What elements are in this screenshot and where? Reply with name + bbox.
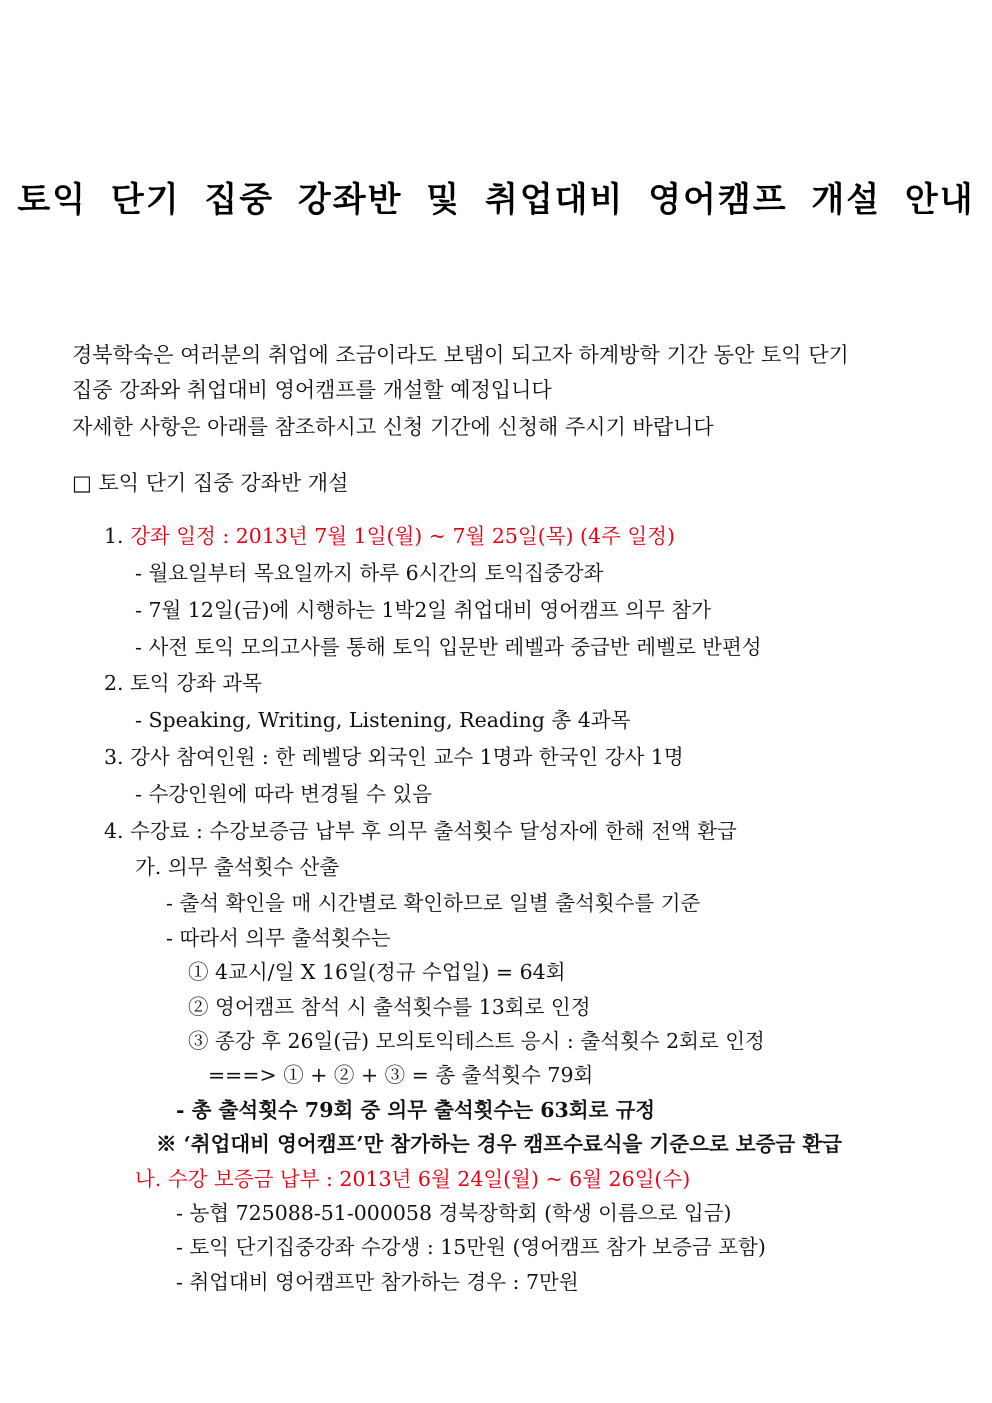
schedule-text: 강좌 일정 : 2013년 7월 1일(월) ~ 7월 25일(목) (4주 일정) — [130, 524, 675, 548]
list-item: - 월요일부터 목요일까지 하루 6시간의 토익집중강좌 — [135, 561, 604, 585]
list-item: ① 4교시/일 X 16일(정규 수업일) = 64회 — [188, 960, 566, 984]
list-item: - 따라서 의무 출석횟수는 — [166, 926, 391, 950]
section-heading: □ 토익 단기 집중 강좌반 개설 — [72, 471, 349, 495]
list-item: - 토익 단기집중강좌 수강생 : 15만원 (영어캠프 참가 보증금 포함) — [176, 1235, 766, 1259]
schedule-line — [104, 522, 675, 550]
schedule-number: 1. — [104, 524, 131, 548]
list-item: ③ 종강 후 26일(금) 모의토익테스트 응시 : 출석횟수 2회로 인정 — [188, 1029, 765, 1053]
list-item: - 7월 12일(금)에 시행하는 1박2일 취업대비 영어캠프 의무 참가 — [135, 598, 711, 622]
list-item: - 취업대비 영어캠프만 참가하는 경우 : 7만원 — [176, 1270, 579, 1294]
list-item: 나. 수강 보증금 납부 : 2013년 6월 24일(월) ~ 6월 26일(수) — [135, 1167, 691, 1191]
list-item: - 사전 토익 모의고사를 통해 토익 입문반 레벨과 중급반 레벨로 반편성 — [135, 635, 762, 659]
list-item: - 총 출석횟수 79회 중 의무 출석횟수는 63회로 규정 — [176, 1098, 656, 1122]
intro-line-1: 경북학숙은 여러분의 취업에 조금이라도 보탬이 되고자 하계방학 기간 동안 토익 단기 — [72, 343, 849, 367]
list-item: ② 영어캠프 참석 시 출석횟수를 13회로 인정 — [188, 995, 591, 1019]
list-item: - Speaking, Writing, Listening, Reading 총 4과목 — [135, 708, 631, 732]
page-title: 토익 단기 집중 강좌반 및 취업대비 영어캠프 개설 안내 — [17, 180, 975, 220]
intro-line-3: 자세한 사항은 아래를 참조하시고 신청 기간에 신청해 주시기 바랍니다 — [72, 415, 714, 439]
list-item: - 농협 725088-51-000058 경북장학회 (학생 이름으로 입금) — [176, 1201, 732, 1225]
list-item: 가. 의무 출석횟수 산출 — [135, 855, 340, 879]
list-item: - 출석 확인을 매 시간별로 확인하므로 일별 출석횟수를 기준 — [166, 891, 701, 915]
list-item: - 수강인원에 따라 변경될 수 있음 — [135, 782, 432, 806]
list-item: 3. 강사 참여인원 : 한 레벨당 외국인 교수 1명과 한국인 강사 1명 — [104, 745, 684, 769]
list-item: 4. 수강료 : 수강보증금 납부 후 의무 출석횟수 달성자에 한해 전액 환급 — [104, 819, 737, 843]
intro-line-2: 집중 강좌와 취업대비 영어캠프를 개설할 예정입니다 — [72, 378, 552, 402]
list-item: 2. 토익 강좌 과목 — [104, 671, 262, 695]
list-item: ※ ‘취업대비 영어캠프’만 참가하는 경우 캠프수료식을 기준으로 보증금 환급 — [156, 1132, 842, 1156]
list-item: ===> ① + ② + ③ = 총 출석횟수 79회 — [208, 1063, 594, 1087]
